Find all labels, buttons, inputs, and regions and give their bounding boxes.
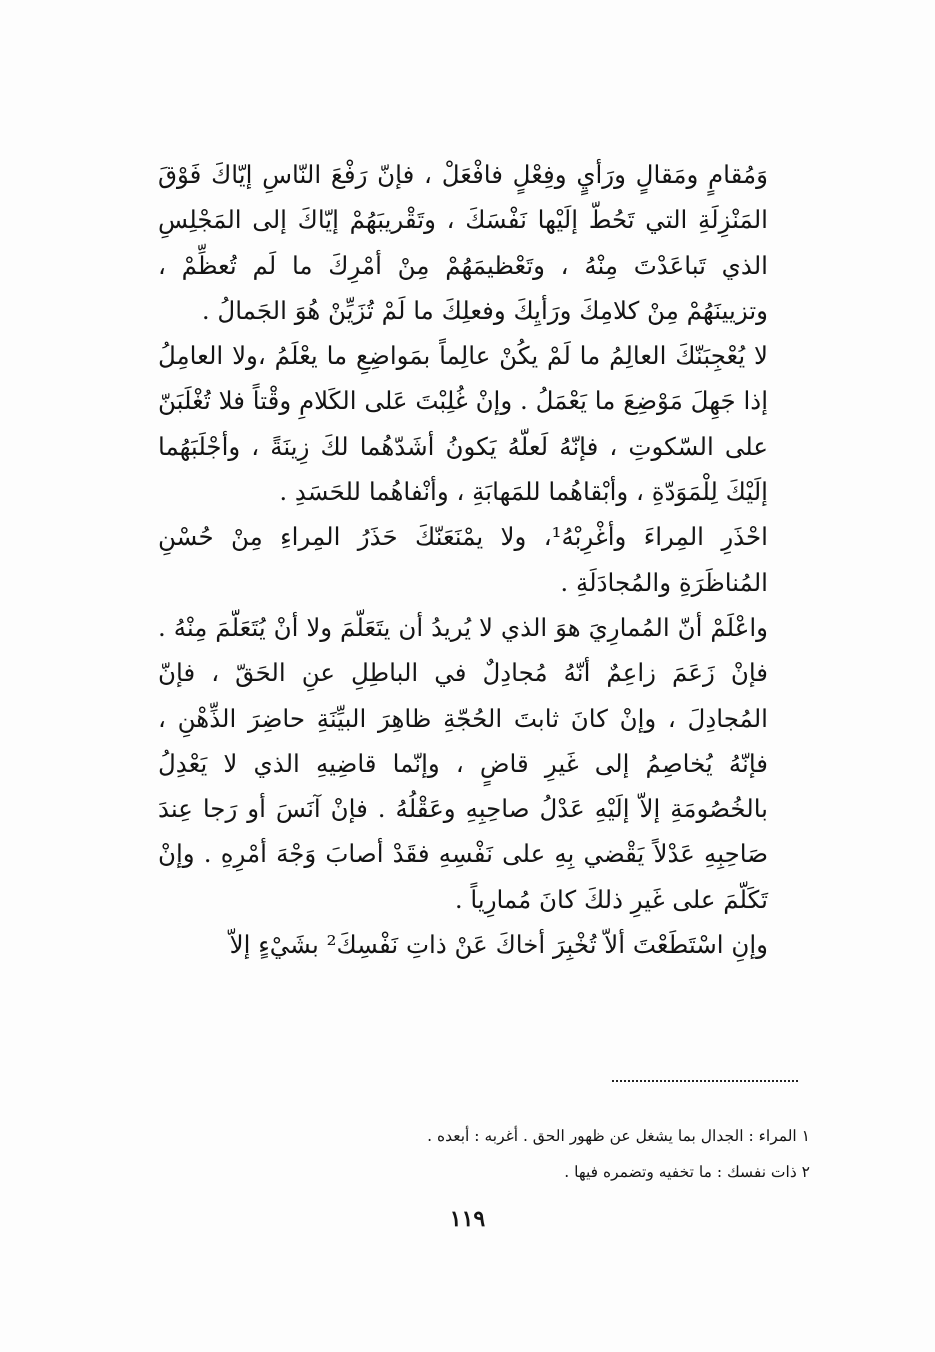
paragraph-5: وإنِ اسْتَطَعْتَ ألاّ تُخْبِرَ أخاكَ عَنْ ذاتِ نَفْسِكَ² بشَيْءٍ إلاّ <box>229 930 768 960</box>
footnote-2: ٢ ذات نفسك : ما تخفيه وتضمره فيها . <box>564 1163 810 1181</box>
page-number: ١١٩ <box>449 1206 486 1232</box>
footnote-1: ١ المراء : الجدال بما يشغل عن ظهور الحق . أغربه : أبعده . <box>427 1127 810 1145</box>
paragraph-2: لا يُعْجِبَنّكَ العالِمُ ما لَمْ يكُنْ عالِماً بمَواضِعِ ما يعْلَمُ ،ولا العامِلُ إذا جَهِلَ مَوْضِعَ ما يَعْمَلُ . وإنْ غُلِبْتَ عَلى الكَلامِ وقْتاً فلا تُغْلَبَنّ على السّكوتِ ، فإنّهُ لَعلّهُ يَكونُ أشَدّهُما لكَ زِينَةً ، وأجْلَبَهُما إلَيْكَ لِلْمَوَدّةِ ، وأبْقاهُما للمَهابَةِ ، وأنْفاهُما للحَسَدِ . <box>158 341 768 507</box>
paragraph-3: احْذَرِ المِراءَ وأغْرِبْهُ¹، ولا يمْنَعَنّكَ حَذَرُ المِراءِ مِنْ حُسْنِ المُناظَرَةِ والمُجادَلَةِ . <box>158 522 768 597</box>
footnote-divider <box>612 1080 798 1082</box>
main-text <box>158 152 768 967</box>
paragraph-1: وَمُقامٍ ومَقالٍ ورَأيٍ وفِعْلٍ فافْعَلْ ، فإنّ رَفْعَ النّاسِ إيّاكَ فَوْقَ المَنْزِلَةِ التي تَحُطّ إلَيْها نَفْسَكَ ، وتَقْريبَهُمْ إيّاكَ إلى المَجْلِسِ الذي تَباعَدْتَ مِنْهُ ، وتَعْظيمَهُمْ مِنْ أمْرِكَ ما لَم تُعظِّمْ ، وتزيينَهُمْ مِنْ كلامِكَ ورَأيِكَ وفعلِكَ ما لَمْ تُزَيِّنْ هُوَ الجَمالُ . <box>158 160 768 325</box>
footnotes <box>300 1118 810 1190</box>
paragraph-4: واعْلَمْ أنّ المُمارِيَ هوَ الذي لا يُريدُ أن يتَعَلّمَ ولا أنْ يُتَعَلّمَ مِنْهُ . فإنْ زَعَمَ زاعِمٌ أنّهُ مُجادِلٌ في الباطِلِ عنِ الحَقّ ، فإنّ المُجادِلَ ، وإنْ كانَ ثابتَ الحُجّةِ ظاهِرَ البيِّنَةِ حاضِرَ الذِّهْنِ ، فإنّهُ يُخاصِمُ إلى غَيرِ قاضٍ ، وإنّما قاضِيهِ الذي لا يَعْدِلُ بالخُصُومَةِ إلاّ إلَيْهِ عَدْلُ صاحِبِهِ وعَقْلُهُ . فإنْ آنَسَ أو رَجا عِندَ صَاحِبِهِ عَدْلاً يَقْضي بِهِ على نَفْسِهِ فقَدْ أصابَ وَجْهَ أمْرِهِ . وإنْ تَكَلّمَ على غَيرِ ذلكَ كانَ مُمارِياً . <box>158 612 768 914</box>
